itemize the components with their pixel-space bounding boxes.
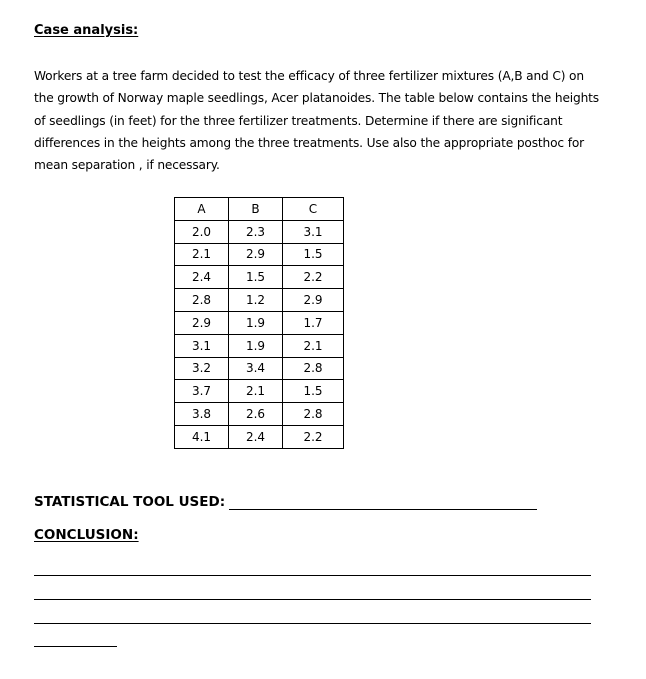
case-analysis-heading: Case analysis:: [34, 23, 139, 38]
table-cell: 2.8: [175, 289, 229, 312]
table-cell: 2.4: [175, 266, 229, 289]
table-row: [175, 380, 344, 403]
table-cell: 2.1: [283, 334, 344, 357]
table-cell: 2.1: [175, 243, 229, 266]
table-cell: 3.1: [175, 334, 229, 357]
table-header-row: [175, 198, 344, 221]
statistical-tool-label: STATISTICAL TOOL USED:: [34, 494, 226, 510]
table-cell: 1.9: [229, 334, 283, 357]
conclusion-answer-line[interactable]: [34, 599, 591, 600]
table-cell: 1.5: [229, 266, 283, 289]
conclusion-answer-line[interactable]: [34, 646, 117, 647]
table-cell: 2.6: [229, 403, 283, 426]
table-row: [175, 289, 344, 312]
table-cell: 3.4: [229, 357, 283, 380]
table-cell: 2.2: [283, 425, 344, 448]
table-cell: 1.9: [229, 311, 283, 334]
table-cell: 2.9: [175, 311, 229, 334]
table-cell: 1.7: [283, 311, 344, 334]
table-row: [175, 425, 344, 448]
table-row: [175, 357, 344, 380]
table-cell: 1.2: [229, 289, 283, 312]
column-header-c: C: [283, 198, 344, 221]
statistical-tool-row: [34, 494, 537, 510]
conclusion-answer-line[interactable]: [34, 623, 591, 624]
table-cell: 3.8: [175, 403, 229, 426]
table-row: [175, 243, 344, 266]
table-cell: 2.9: [229, 243, 283, 266]
table-row: [175, 311, 344, 334]
table-cell: 3.7: [175, 380, 229, 403]
table-cell: 2.4: [229, 425, 283, 448]
table-row: [175, 220, 344, 243]
table-cell: 2.2: [283, 266, 344, 289]
table-cell: 2.1: [229, 380, 283, 403]
table-row: [175, 266, 344, 289]
table-cell: 2.0: [175, 220, 229, 243]
column-header-b: B: [229, 198, 283, 221]
table-cell: 2.3: [229, 220, 283, 243]
statistical-tool-answer-blank[interactable]: [229, 495, 537, 510]
table-row: [175, 403, 344, 426]
conclusion-answer-line[interactable]: [34, 575, 591, 576]
table-cell: 3.1: [283, 220, 344, 243]
table-cell: 2.9: [283, 289, 344, 312]
problem-description: Workers at a tree farm decided to test the efficacy of three fertilizer mixtures (A,B and C) on the growth of Norway maple seedlings, Acer platanoides. The table below contains the heights of seedlings (in feet) for the three fertilizer treatments. Determine if there are significant differences in the heights among the three treatments. Use also the appropriate posthoc for mean separation , if necessary.: [34, 69, 600, 173]
table-cell: 1.5: [283, 243, 344, 266]
conclusion-label: CONCLUSION:: [34, 527, 139, 543]
table-cell: 2.8: [283, 357, 344, 380]
table-row: [175, 334, 344, 357]
table-cell: 4.1: [175, 425, 229, 448]
table-cell: 2.8: [283, 403, 344, 426]
table-cell: 1.5: [283, 380, 344, 403]
table-cell: 3.2: [175, 357, 229, 380]
seedling-heights-table: [174, 197, 344, 449]
column-header-a: A: [175, 198, 229, 221]
